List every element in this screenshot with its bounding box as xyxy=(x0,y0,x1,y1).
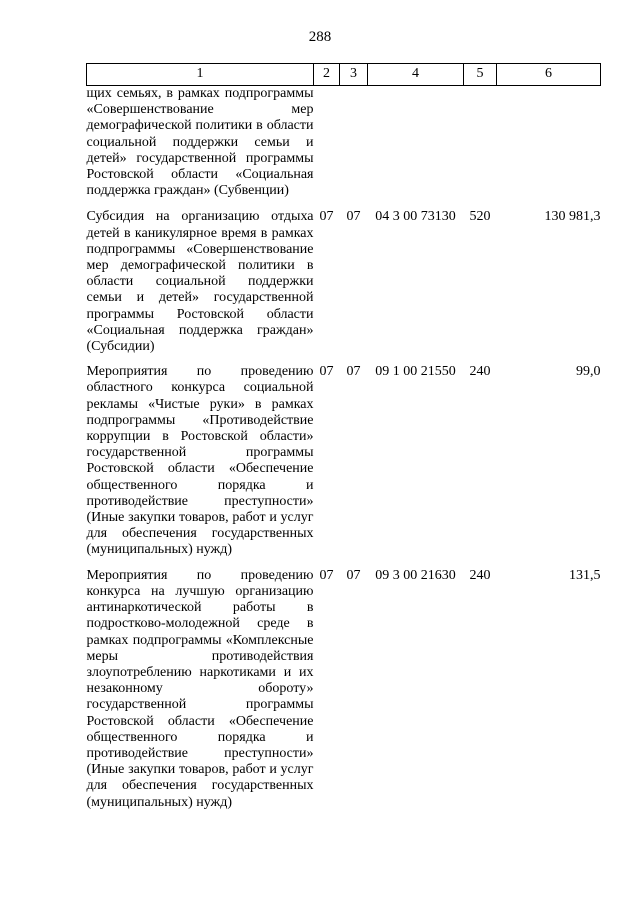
row-amount: 130 981,3 xyxy=(544,209,601,225)
row-subsection: 07 xyxy=(346,567,361,583)
table-row xyxy=(87,209,601,364)
row-target-article: 09 3 00 21630 xyxy=(375,567,456,583)
row-subsection: 07 xyxy=(346,364,361,380)
table-row xyxy=(87,568,601,820)
row-section: 07 xyxy=(319,209,334,225)
row-description: Мероприятия по проведению областного конкурса социальной рекламы «Чистые руки» в рамках подпрограммы «Противодействие коррупции в Ростовской области» государственной программы Ростовской области «Обеспечение общественного порядка и противодействие преступности» (Иные закупки товаров, работ и услуг для обеспечения государственных (муниципальных) нужд) xyxy=(86,364,314,558)
row-expense-type xyxy=(464,86,497,210)
column-header-5: 5 xyxy=(464,64,497,86)
row-amount: 131,5 xyxy=(569,567,601,583)
row-section xyxy=(314,86,340,210)
column-header-6: 6 xyxy=(497,64,601,86)
column-header-3: 3 xyxy=(340,64,368,86)
page-number: 288 xyxy=(308,29,332,45)
row-description: Субсидия на организацию отдыха детей в каникулярное время в рамках подпрограммы «Совершенствование мер демографической политики в области социальной поддержки семьи и детей» государственной программы Ростовской области «Социальная поддержка граждан» (Субсидии) xyxy=(86,209,314,355)
row-subsection: 07 xyxy=(346,209,361,225)
row-description: Мероприятия по проведению конкурса на лучшую организацию антинаркотической работы в подростково-молодежной среде в рамках подпрограммы «Комплексные меры противодействия злоупотреблению наркотиками и их незаконному обороту» государственной программы Ростовской области «Обеспечение общественного порядка и противодействие преступности» (Иные закупки товаров, работ и услуг для обеспечения государственных (муниципальных) нужд) xyxy=(86,567,314,810)
row-description: щих семьях, в рамках подпрограммы «Совершенствование мер демографической политики в области социальной поддержки семьи и детей» государственной программы Ростовской области «Социальная поддержка граждан» (Субвенции) xyxy=(86,86,314,199)
row-expense-type: 240 xyxy=(469,364,491,380)
row-target-article xyxy=(368,86,464,210)
column-header-4: 4 xyxy=(368,64,464,86)
table-row xyxy=(87,86,601,210)
budget-table xyxy=(86,63,601,820)
row-section: 07 xyxy=(319,364,334,380)
row-expense-type: 240 xyxy=(469,567,491,583)
row-target-article: 09 1 00 21550 xyxy=(375,364,456,380)
row-subsection xyxy=(340,86,368,210)
table-header-row xyxy=(87,64,601,86)
row-section: 07 xyxy=(319,567,334,583)
column-header-2: 2 xyxy=(314,64,340,86)
column-header-1: 1 xyxy=(87,64,314,86)
table-row xyxy=(87,364,601,567)
row-amount xyxy=(497,86,601,210)
row-amount: 99,0 xyxy=(576,364,601,380)
row-expense-type: 520 xyxy=(469,209,491,225)
row-target-article: 04 3 00 73130 xyxy=(375,209,456,225)
